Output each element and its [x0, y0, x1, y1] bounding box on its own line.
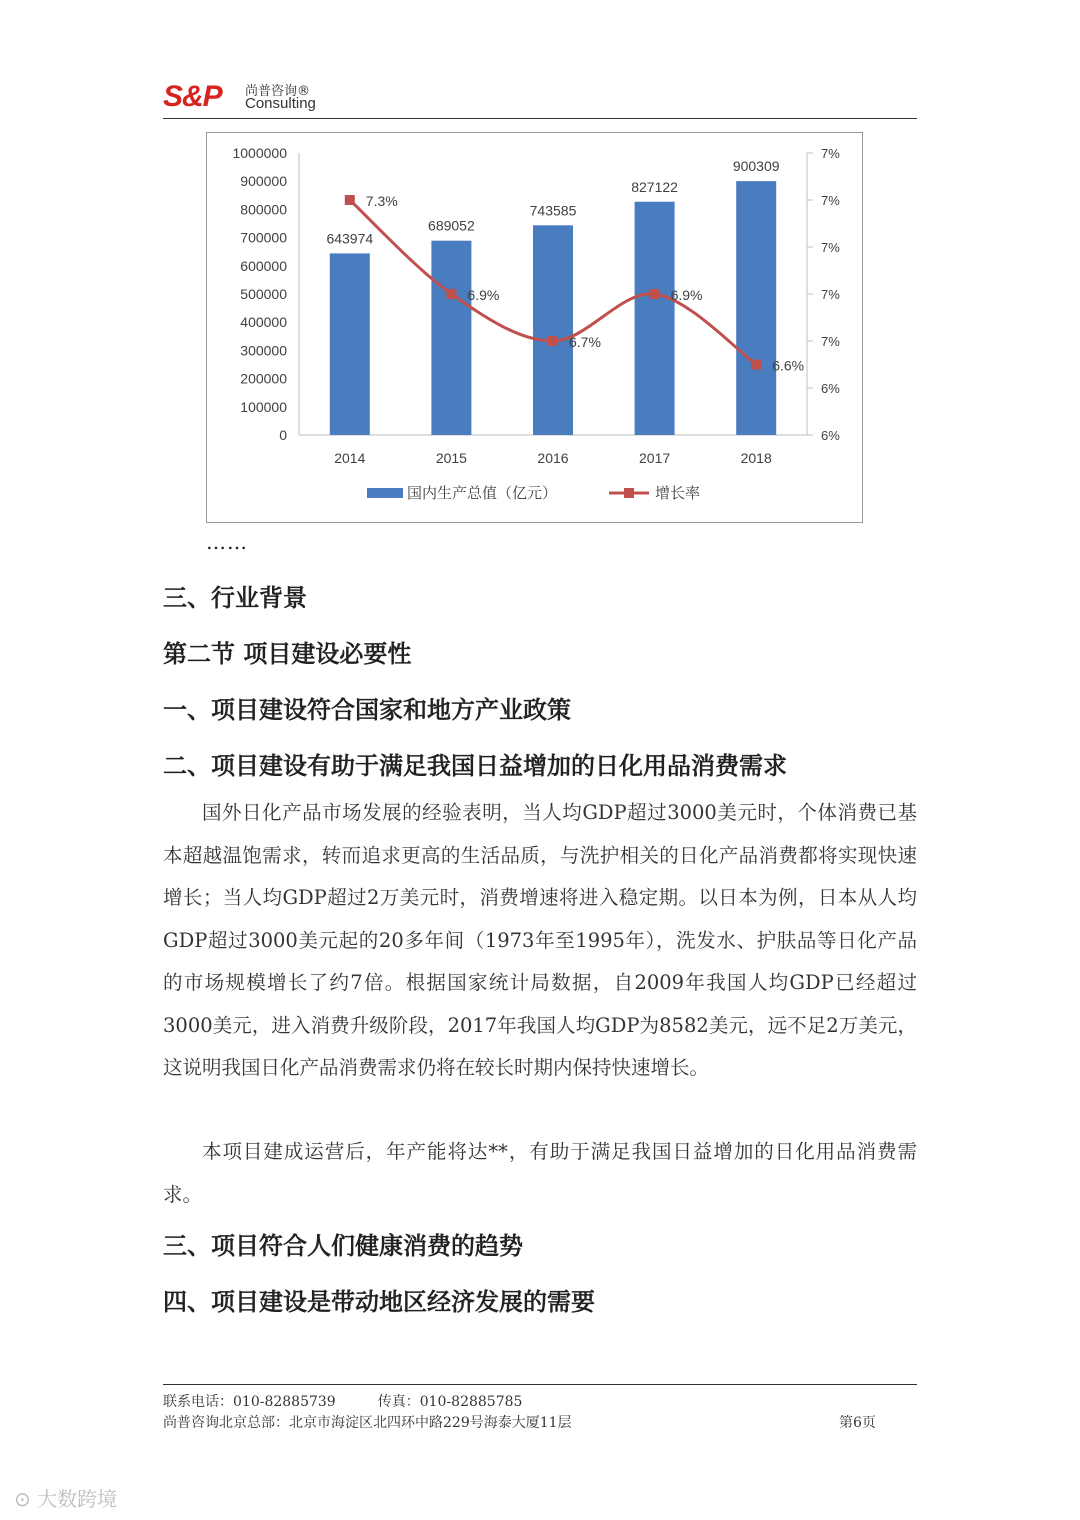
y-tick-label: 800000: [240, 201, 287, 218]
growth-rate-label: 6.6%: [772, 357, 805, 374]
growth-rate-label: 6.7%: [569, 334, 601, 350]
bar: [635, 202, 675, 435]
y2-tick-label: 7%: [821, 146, 840, 161]
y-tick-label: 200000: [240, 370, 287, 387]
growth-rate-label: 7.3%: [365, 193, 398, 209]
y-tick-label: 900000: [240, 173, 287, 190]
paragraph-capacity: 本项目建成运营后，年产能将达**，有助于满足我国日益增加的日化用品消费需求。: [163, 1140, 917, 1206]
footer-phone: 联系电话：010-82885739: [163, 1394, 336, 1410]
y2-tick-label: 7%: [821, 193, 840, 208]
y2-tick-label: 7%: [821, 287, 840, 302]
growth-rate-label: 6.9%: [670, 287, 703, 303]
growth-rate-point: [650, 289, 660, 299]
bar-value-label: 900309: [732, 158, 780, 175]
x-tick-label: 2015: [435, 450, 467, 466]
legend-bar-label: 国内生产总值（亿元）: [407, 484, 558, 502]
y-tick-label: 100000: [240, 398, 287, 415]
growth-rate-label: 6.9%: [467, 287, 500, 303]
gdp-chart-svg: [207, 133, 862, 522]
y-tick-label: 400000: [240, 314, 287, 331]
x-tick-label: 2014: [334, 450, 366, 466]
bar-value-label: 689052: [428, 217, 475, 234]
gdp-chart: [206, 132, 863, 523]
legend-line-marker: [624, 488, 634, 498]
footer-fax: 传真：010-82885785: [377, 1394, 523, 1410]
watermark-text: 大数跨境: [37, 1487, 118, 1511]
heading-regional-economy: 四、项目建设是带动地区经济发展的需要: [163, 1288, 595, 1316]
y-tick-label: 600000: [240, 257, 287, 274]
y-tick-label: 1000000: [232, 145, 287, 161]
bar: [431, 241, 471, 435]
growth-rate-point: [345, 195, 355, 205]
growth-rate-point: [751, 360, 761, 370]
company-logo: S&P: [163, 80, 222, 113]
watermark: [14, 1483, 117, 1512]
y-tick-label: 700000: [240, 229, 287, 246]
page-header: [163, 78, 917, 119]
bar-value-label: 827122: [631, 178, 678, 195]
bar-value-label: 643974: [326, 230, 374, 247]
page-footer: [163, 1384, 917, 1431]
growth-rate-point: [446, 289, 456, 299]
y2-tick-label: 6%: [821, 428, 840, 443]
x-tick-label: 2017: [639, 450, 671, 466]
paragraph-demand: 国外日化产品市场发展的经验表明，当人均GDP超过3000美元时，个体消费已基本超越温饱需求，转而追求更高的生活品质，与洗护相关的日化产品消费都将实现快速增长；当人均GDP超过2万美元时，消费增速将进入稳定期。以日本为例，日本从人均GDP超过3000美元起的20多年间（1973年至1995年），洗发水、护肤品等日化产品的市场规模增长了约7倍。根据国家统计局数据，自2009年我国人均GDP已经超过3000美元，进入消费升级阶段，2017年我国人均GDP为8582美元，远不足2万美元，这说明我国日化产品消费需求仍将在较长时期内保持快速增长。: [163, 801, 917, 1079]
heading-health-trend: 三、项目符合人们健康消费的趋势: [163, 1232, 523, 1260]
y-tick-label: 0: [279, 427, 287, 443]
company-name-en: Consulting: [245, 95, 316, 112]
watermark-logo-icon: ⊙: [14, 1487, 38, 1511]
bar: [736, 181, 776, 435]
heading-policy: 一、项目建设符合国家和地方产业政策: [163, 696, 571, 724]
y-tick-label: 500000: [240, 286, 287, 302]
y-tick-label: 300000: [240, 342, 287, 359]
company-name-cn: 尚普咨询®: [245, 84, 311, 99]
legend-line-label: 增长率: [655, 484, 701, 502]
bar: [533, 225, 573, 435]
legend-bar-swatch: [367, 488, 403, 498]
footer-address: 尚普咨询北京总部：北京市海淀区北四环中路229号海泰大厦11层: [163, 1415, 572, 1431]
y2-tick-label: 7%: [821, 334, 840, 349]
bar-value-label: 743585: [529, 202, 577, 219]
x-tick-label: 2018: [740, 450, 772, 466]
bar: [330, 253, 370, 435]
footer-contact: [163, 1391, 522, 1411]
heading-consumer-demand: 二、项目建设有助于满足我国日益增加的日化用品消费需求: [163, 752, 787, 780]
heading-industry-background: 三、行业背景: [163, 584, 307, 612]
y2-tick-label: 6%: [821, 381, 840, 396]
ellipsis: ……: [206, 530, 248, 554]
heading-section-two: 第二节 项目建设必要性: [163, 640, 412, 668]
x-tick-label: 2016: [537, 450, 569, 466]
growth-rate-point: [548, 336, 558, 346]
y2-tick-label: 7%: [821, 240, 840, 255]
page-number: 第6页: [839, 1415, 876, 1431]
